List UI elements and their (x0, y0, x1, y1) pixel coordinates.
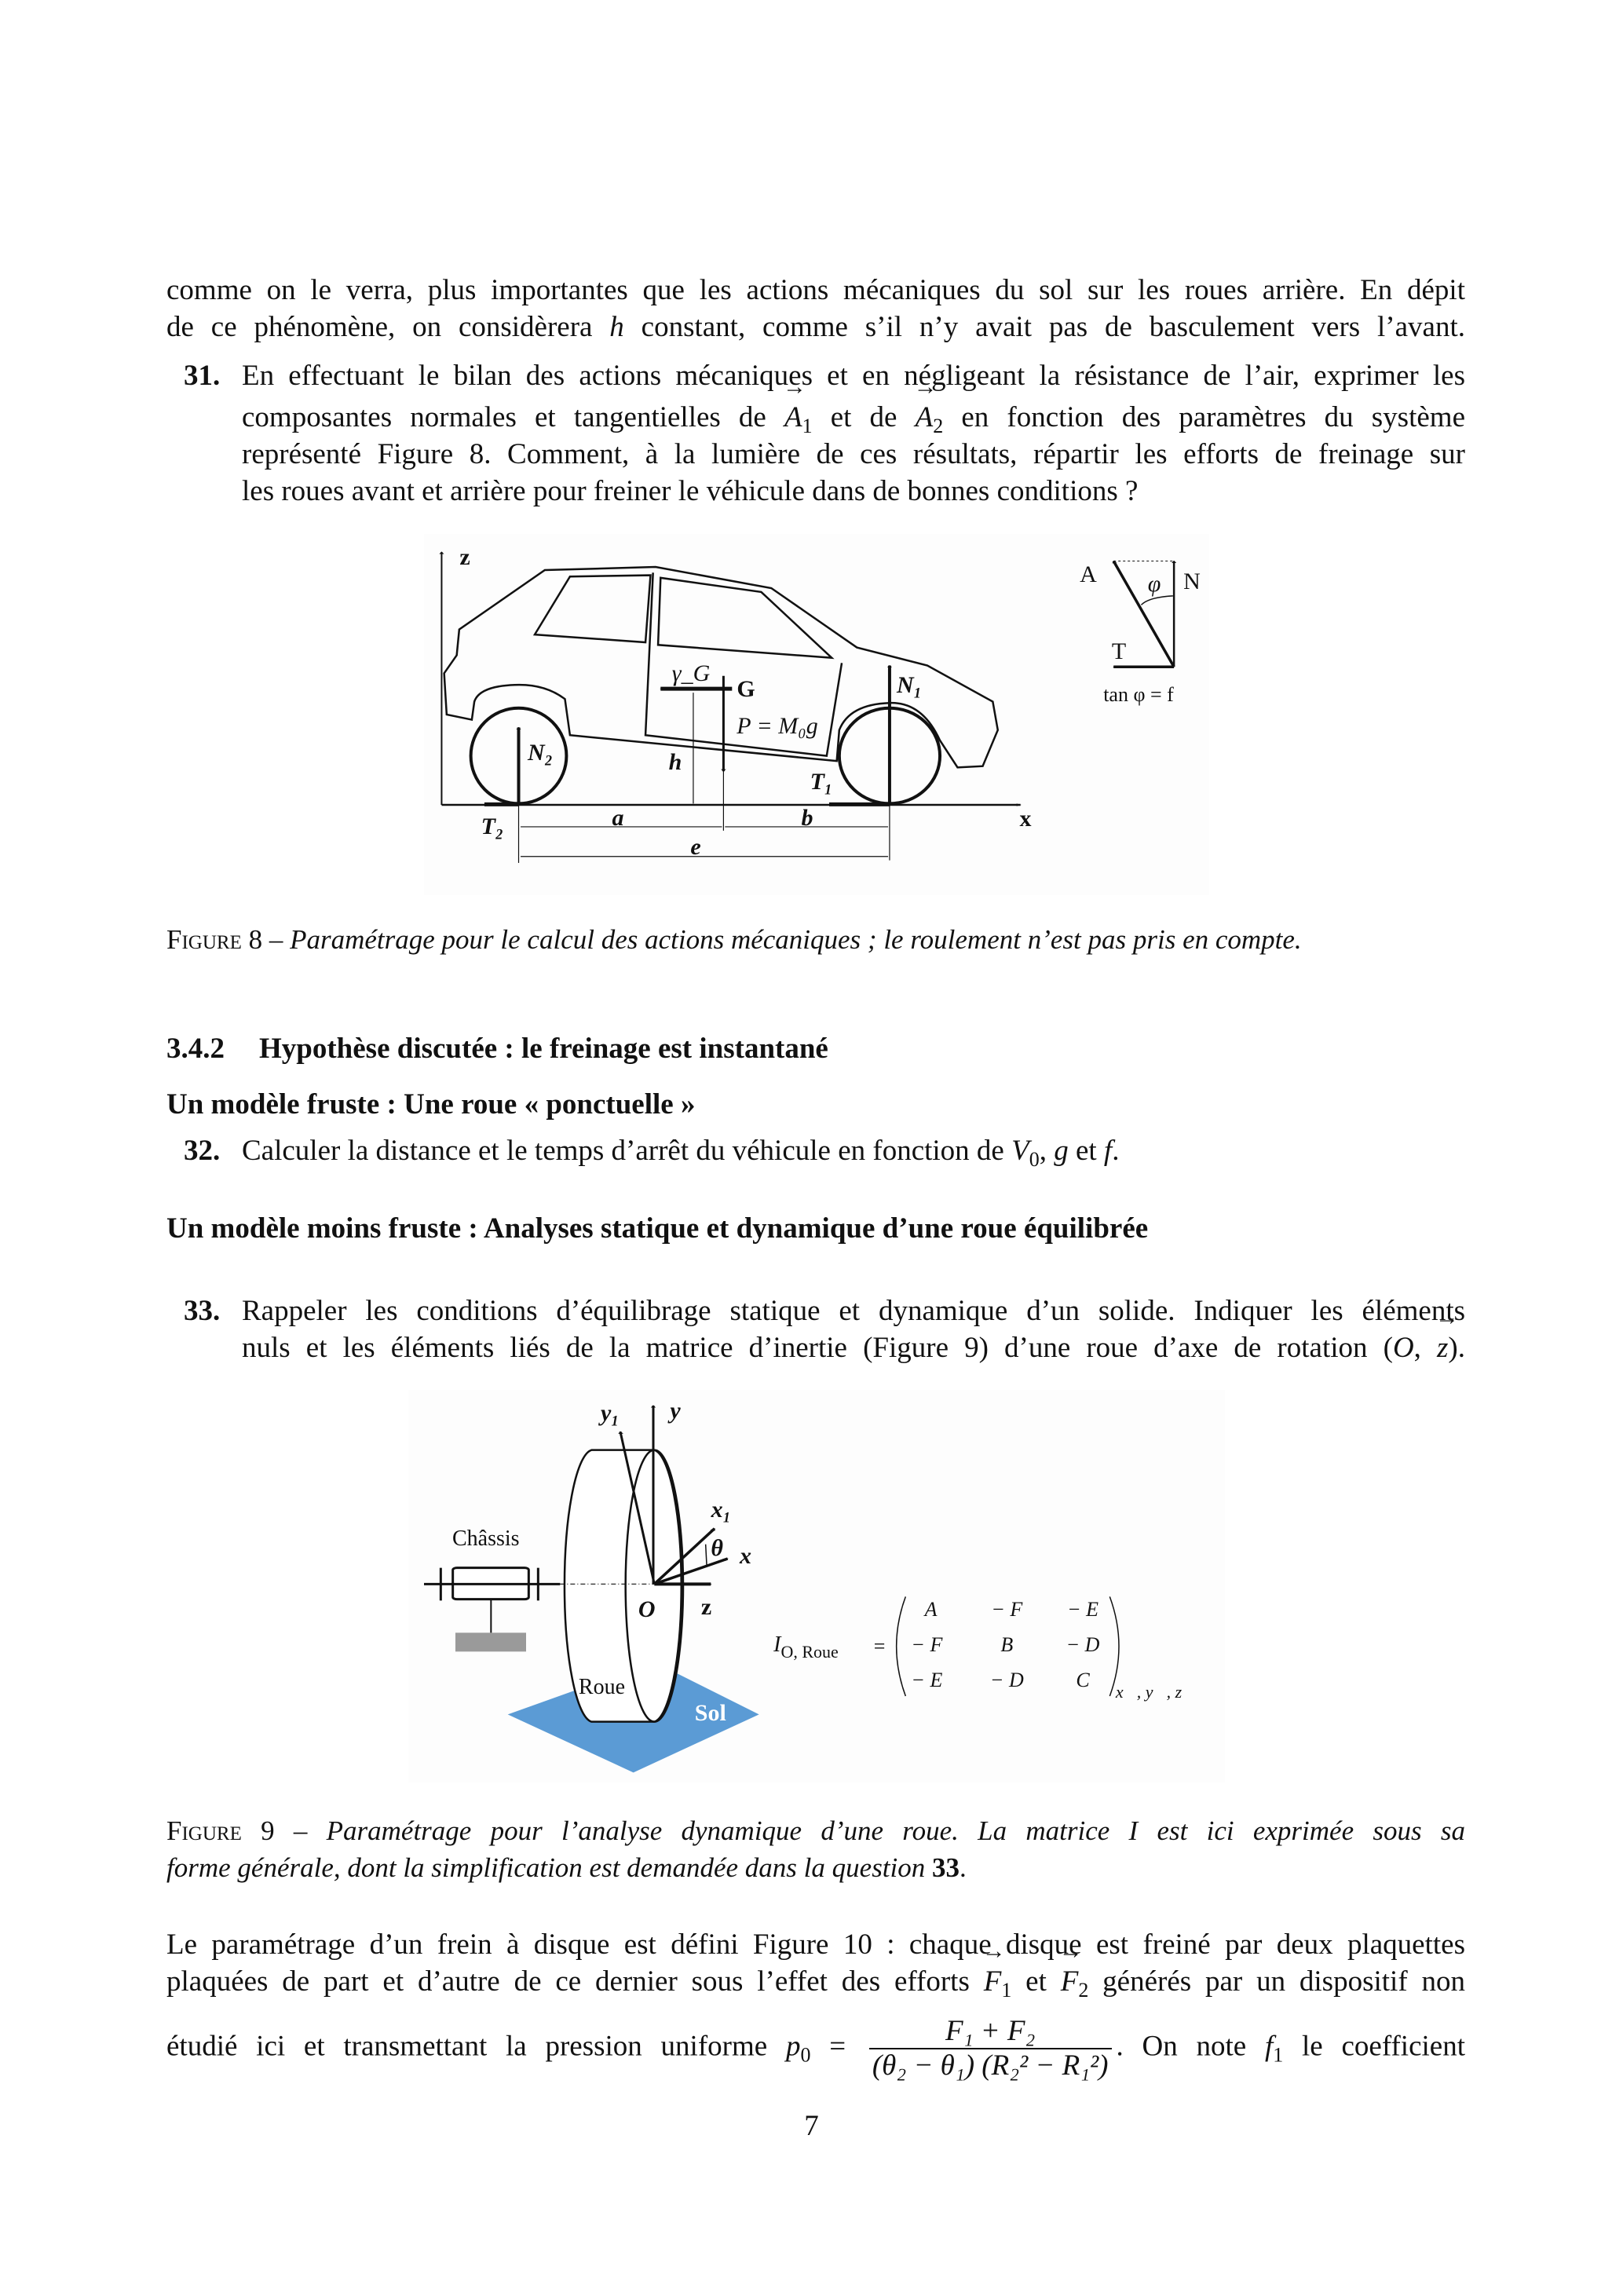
text-segment: de ce phénomène, on considèrera (166, 311, 610, 343)
chassis-label: Châssis (452, 1526, 520, 1551)
rear-window (535, 576, 650, 642)
math-symbol: V (1011, 1135, 1029, 1167)
text-segment: . On note (1116, 2030, 1265, 2063)
matrix-cell: A (924, 1598, 938, 1621)
inset-n-label: N (1183, 568, 1201, 594)
text-segment: , (1413, 1332, 1438, 1364)
text-line (166, 1926, 1465, 1964)
y-label: y (670, 1397, 681, 1424)
text-segment: comme on le verra, plus importantes que les actions mécaniques du sol sur les roues arrière. En dépit (166, 274, 1465, 306)
math-symbol: f (1103, 1135, 1113, 1167)
text-segment: , (1039, 1135, 1055, 1167)
fraction-numerator: F₁ + F₂ (869, 2015, 1112, 2049)
text-segment: en fonction des paramètres du système (943, 401, 1465, 433)
text-segment: 33 (932, 1852, 960, 1883)
e-label: e (690, 834, 701, 861)
text-segment: 1 (1001, 1979, 1012, 2002)
math-symbol: O (1392, 1332, 1414, 1364)
roue-label: Roue (578, 1674, 626, 1699)
x-label: x (1019, 806, 1032, 832)
gamma-label: γ_G (671, 660, 711, 686)
g-label: G (737, 675, 755, 702)
car-body-outline (444, 567, 998, 767)
text-segment: 0 (800, 2043, 811, 2067)
text-segment: En effectuant le bilan des actions mécaniques et en négligeant la résistance de l’air, exprimer les (242, 360, 1465, 392)
t2-label: T₂ (481, 813, 504, 839)
text-line (166, 272, 1465, 309)
text-line (242, 1292, 1465, 1330)
text-segment: générés par un dispositif non (1088, 1965, 1465, 1998)
inset-t-label: T (1111, 638, 1127, 664)
text-segment: Calculer la distance et le temps d’arrêt du véhicule en fonction de (242, 1135, 1012, 1167)
text-line (242, 399, 1465, 437)
math-symbol: Paramétrage pour l’analyse dynamique d’une roue. La matrice I est ici exprimée sous sa (326, 1815, 1465, 1846)
x-label: x (740, 1542, 752, 1569)
theta-label: θ (711, 1534, 723, 1561)
vector-symbol: → F (984, 1963, 1002, 2001)
fraction (869, 2015, 1112, 2082)
phi-label: φ (1147, 571, 1161, 598)
text-line (166, 2015, 1465, 2082)
weight-label: P = M₀g (737, 712, 818, 739)
b-label: b (801, 804, 813, 831)
fraction-denominator: (θ₂ − θ₁) (R₂² − R₁²) (872, 2049, 1109, 2082)
matrix-cell: − D (1066, 1633, 1100, 1656)
figure-8-car-diagram (424, 534, 1209, 895)
n2-label: N₂ (527, 740, 554, 766)
text-segment: 1 (1273, 2043, 1284, 2067)
text-segment: les roues avant et arrière pour freiner le véhicule dans de bonnes conditions ? (242, 475, 1139, 507)
page-number: 7 (804, 2110, 819, 2142)
math-symbol: p (785, 2030, 801, 2063)
text-segment: 1 (802, 415, 813, 437)
matrix-cell: − D (989, 1669, 1024, 1691)
math-symbol: g (1054, 1135, 1069, 1167)
matrix-cell: C (1076, 1669, 1090, 1691)
y1-label: y₁ (600, 1400, 620, 1426)
text-segment: 0 (1029, 1148, 1040, 1171)
phi-arc (1141, 596, 1172, 605)
equals-sign: = (873, 1634, 886, 1658)
text-line (242, 1132, 1465, 1170)
n1-label: N₁ (896, 672, 923, 699)
math-symbol: forme générale, dont la simplification est demandée dans la question (166, 1852, 933, 1883)
figure-9-wheel-diagram (408, 1390, 1225, 1782)
text-segment: composantes normales et tangentielles de (242, 401, 784, 433)
text-line (242, 436, 1465, 473)
h-label: h (668, 748, 682, 775)
text-segment: nuls et les éléments liés de la matrice d’inertie (Figure 9) d’une roue d’axe de rotation ( (242, 1332, 1393, 1364)
a-label: a (612, 804, 624, 831)
question-number: 31. (184, 360, 221, 392)
z-label: z (700, 1593, 712, 1620)
figure-9-caption-line (166, 1849, 1465, 1887)
figure-9-caption: Figure 9 – Paramétrage pour l’analyse dynamique d’une roue. La matrice I est ici exprimée sous sa (166, 1815, 1465, 1846)
text-segment: Le paramétrage d’un frein à disque est défini Figure 10 : chaque disque est freiné par deux plaquettes (166, 1929, 1465, 1961)
text-segment: le coefficient (1283, 2030, 1465, 2063)
matrix-cell: B (1000, 1633, 1014, 1656)
section-heading: 3.4.2 Hypothèse discutée : le freinage est instantané (166, 1033, 828, 1065)
tan-phi-label: tan φ = f (1103, 683, 1174, 707)
matrix-right-paren (1109, 1596, 1119, 1696)
text-line (242, 357, 1465, 395)
matrix-cell: − F (911, 1633, 943, 1656)
text-line (242, 1329, 1465, 1367)
vector-symbol: → F (1061, 1963, 1079, 2001)
text-segment: = (810, 2030, 865, 2063)
text-segment: et (1068, 1135, 1104, 1167)
wheel-diagram-svg (408, 1390, 1225, 1782)
text-segment: et (1011, 1965, 1061, 1998)
text-segment: . (960, 1852, 967, 1883)
matrix-cell: − E (911, 1669, 943, 1691)
question-number: 33. (184, 1295, 221, 1327)
z-label: z (459, 543, 470, 570)
t1-label: T₁ (810, 768, 833, 795)
text-line (242, 473, 1465, 510)
text-segment: . (1112, 1135, 1120, 1167)
figure-8-caption: Figure 8 – Paramétrage pour le calcul des actions mécaniques ; le roulement n’est pas pris en compte. (166, 924, 1302, 955)
subheading-simple-model: Un modèle fruste : Une roue « ponctuelle » (166, 1088, 696, 1121)
matrix-left-paren (897, 1596, 906, 1696)
origin-label: O (638, 1596, 656, 1622)
inset-a-label: A (1080, 561, 1097, 588)
subheading-less-simple-model: Un modèle moins fruste : Analyses statique et dynamique d’une roue équilibrée (166, 1212, 1149, 1245)
question-number: 32. (184, 1135, 221, 1167)
text-segment: 2 (1078, 1979, 1089, 2002)
theta-arc (706, 1545, 707, 1565)
text-line (166, 309, 1465, 346)
vector-symbol: → z (1437, 1329, 1448, 1367)
text-segment: plaquées de part et d’autre de ce dernier sous l’effet des efforts (166, 1965, 984, 1998)
inertia-matrix-name: $I_{O, Roue}$ (773, 1632, 839, 1662)
x1-label: x₁ (711, 1497, 732, 1523)
text-segment: Rappeler les conditions d’équilibrage statique et dynamique d’un solide. Indiquer les éléments (242, 1295, 1465, 1327)
text-segment: représenté Figure 8. Comment, à la lumière de ces résultats, répartir les efforts de freinage sur (242, 438, 1465, 470)
text-segment: et de (812, 401, 916, 433)
matrix-cell: − E (1067, 1598, 1098, 1621)
matrix-basis: x⃗, y⃗, z⃗ (1115, 1682, 1196, 1702)
text-line (166, 1963, 1465, 2001)
matrix-cell: − F (991, 1598, 1023, 1621)
sol-label: Sol (694, 1699, 726, 1726)
math-symbol: f (1264, 2030, 1274, 2063)
text-segment: 2 (933, 415, 944, 437)
text-segment: constant, comme s’il n’y avait pas de basculement vers l’avant. (623, 311, 1465, 343)
vector-symbol: → A (916, 399, 934, 437)
front-window (658, 578, 832, 658)
text-segment: ). (1448, 1332, 1465, 1364)
chassis-ground (455, 1632, 526, 1651)
text-segment: étudié ici et transmettant la pression uniforme (166, 2030, 786, 2063)
vector-symbol: → A (784, 399, 802, 437)
math-symbol: h (609, 311, 624, 343)
